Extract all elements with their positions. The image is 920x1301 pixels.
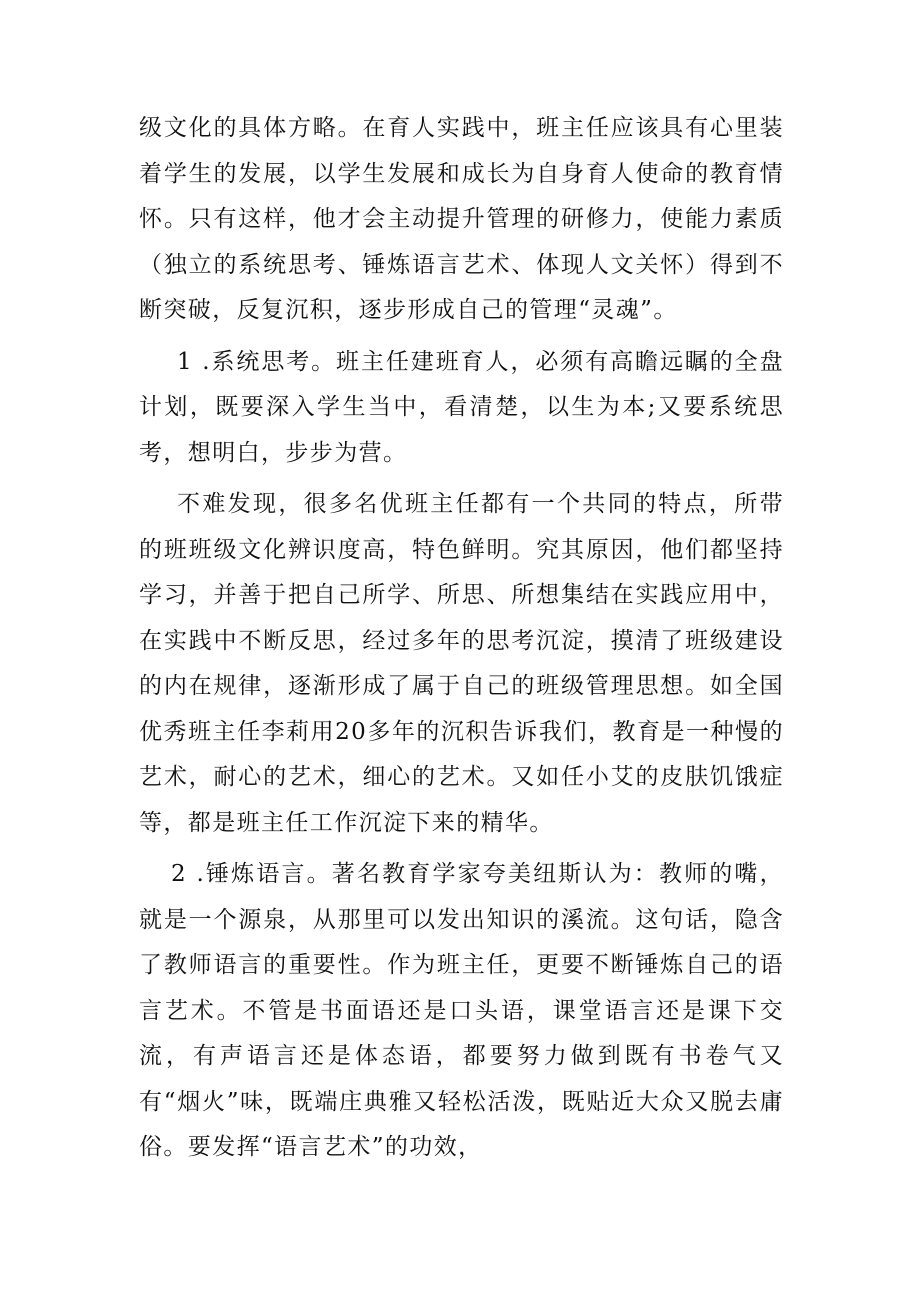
document-body bbox=[139, 106, 784, 1171]
paragraph-continued: 级文化的具体方略。在育人实践中，班主任应该具有心里装着学生的发展，以学生发展和成长为自身育人使命的教育情怀。只有这样，他才会主动提升管理的研修力，使能力素质（独立的系统思考、锤炼语言艺术、体现人文关怀）得到不断突破，反复沉积，逐步形成自己的管理“灵魂”。 bbox=[139, 115, 784, 323]
paragraph-language-refinement: 2 .锤炼语言。著名教育学家夸美纽斯认为：教师的嘴，就是一个源泉，从那里可以发出知识的溪流。这句话，隐含了教师语言的重要性。作为班主任，更要不断锤炼自己的语言艺术。不管是书面语还是口头语，课堂语言还是课下交流，有声语言还是体态语，都要努力做到既有书卷气又有“烟火”味，既端庄典雅又轻松活泼，既贴近大众又脱去庸俗。要发挥“语言艺术”的功效， bbox=[139, 861, 784, 1160]
paragraph-class-culture: 不难发现，很多名优班主任都有一个共同的特点，所带的班班级文化辨识度高，特色鲜明。究其原因，他们都坚持学习，并善于把自己所学、所思、所想集结在实践应用中，在实践中不断反思，经过多年的思考沉淀，摸清了班级建设的内在规律，逐渐形成了属于自己的班级管理思想。如全国优秀班主任李莉用20多年的沉积告诉我们，教育是一种慢的艺术，耐心的艺术，细心的艺术。又如任小艾的皮肤饥饿症等，都是班主任工作沉淀下来的精华。 bbox=[139, 491, 784, 836]
paragraph-system-thinking: 1 .系统思考。班主任建班育人，必须有高瞻远瞩的全盘计划，既要深入学生当中，看清楚，以生为本;又要系统思考，想明白，步步为营。 bbox=[139, 348, 784, 466]
